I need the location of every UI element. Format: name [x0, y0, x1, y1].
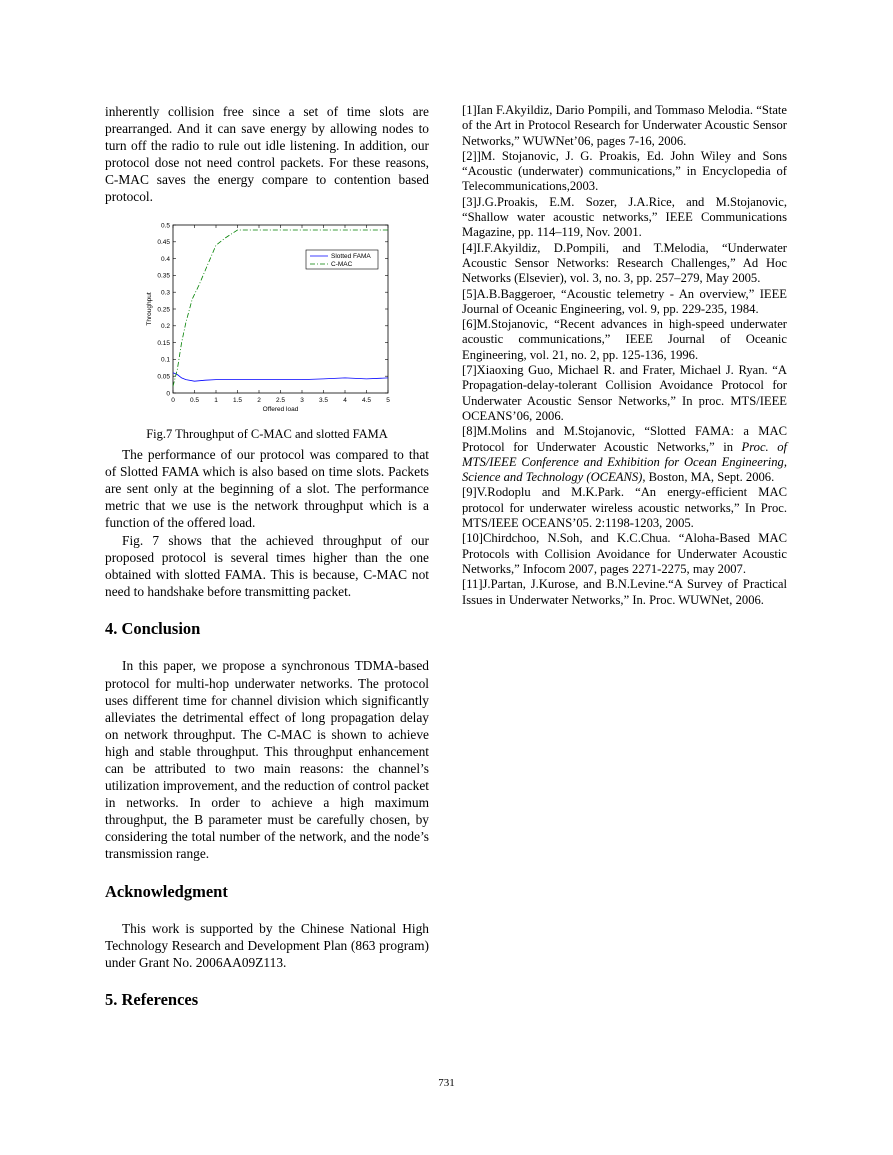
x-tick-label: 5 [386, 396, 390, 404]
paragraph-results: Fig. 7 shows that the achieved throughput of our proposed protocol is several times higher than the one obtained with slotted FAMA. This is because, C-MAC not need to handshake before transmitting packet. [105, 533, 429, 600]
left-column [105, 103, 429, 1010]
x-tick-label: 0.5 [189, 396, 200, 404]
reference-item: [7]Xiaoxing Guo, Michael R. and Frater, Michael J. Ryan. “A Propagation-delay-tolerant Collision Avoidance Protocol for Underwater Acoustic Sensor Networks,” In proc. MTS/IEEE OCEANS’06, 2006. [462, 363, 787, 423]
x-tick-label: 3.5 [318, 396, 329, 404]
x-tick-label: 1.5 [232, 396, 243, 404]
y-tick-label: 0.15 [157, 339, 170, 347]
y-axis-title: Throughput [146, 291, 153, 326]
y-tick-label: 0.05 [157, 373, 170, 381]
paragraph-acknowledgment: This work is supported by the Chinese National High Technology Research and Development Plan (863 program) under Grant No. 2006AA09Z113. [105, 920, 429, 970]
paragraph-conclusion: In this paper, we propose a synchronous TDMA-based protocol for multi-hop underwater networks. The protocol uses different time for channel division which significantly alleviates the detrimental effect of long propagation delay on network throughput. The C-MAC is shown to achieve high and stable throughput. This throughput enhancement can be attributed to two main reasons: the channel’s utilization improvement, and the reduction of control packet in networks. In order to achieve a high maximum throughput, the B parameter must be carefully chosen, by considering the total number of the network, and the node’s transmission range. [105, 658, 429, 862]
reference-item: [1]Ian F.Akyildiz, Dario Pompili, and Tommaso Melodia. “State of the Art in Protocol Research for Underwater Acoustic Sensor Networks,” WUWNet’06, pages 7-16, 2006. [462, 103, 787, 148]
acknowledgment-heading: Acknowledgment [105, 881, 228, 901]
x-tick-label: 4 [343, 396, 347, 404]
reference-item: [2]]M. Stojanovic, J. G. Proakis, Ed. John Wiley and Sons “Acoustic (underwater) communications,” in Encyclopedia of Telecommunications,2003. [462, 148, 787, 194]
y-tick-label: 0.5 [160, 221, 170, 229]
y-tick-label: 0.35 [157, 272, 170, 280]
x-axis-title: Offered load [262, 405, 299, 413]
x-tick-label: 1 [214, 396, 218, 404]
figure-caption: Fig.7 Throughput of C-MAC and slotted FAMA [146, 426, 388, 441]
legend-entry: C-MAC [331, 260, 353, 268]
reference-item: [10]Chirdchoo, N.Soh, and K.C.Chua. “Aloha-Based MAC Protocols with Collision Avoidance for Underwater Acoustic Networks,” Infocom 2007, pages 2271-2275, may 2007. [462, 531, 787, 576]
x-tick-label: 2.5 [275, 396, 286, 404]
x-tick-label: 0 [171, 396, 175, 404]
y-tick-label: 0.25 [157, 305, 170, 313]
throughput-chart [105, 215, 429, 425]
y-tick-label: 0.4 [160, 255, 170, 263]
x-tick-label: 3 [300, 396, 304, 404]
conclusion-heading: 4. Conclusion [105, 619, 201, 639]
reference-item: [9]V.Rodoplu and M.K.Park. “An energy-efficient MAC protocol for underwater wireless acoustic networks,” In Proc. MTS/IEEE OCEANS’05. 2:1198-1203, 2005. [462, 485, 787, 531]
x-tick-label: 4.5 [361, 396, 372, 404]
reference-item: [3]J.G.Proakis, E.M. Sozer, J.A.Rice, and M.Stojanovic, “Shallow water acoustic networks,” IEEE Communications Magazine, pp. 114–119, Nov. 2001. [462, 194, 787, 240]
right-column [462, 103, 787, 608]
reference-item: [8]M.Molins and M.Stojanovic, “Slotted FAMA: a MAC Protocol for Underwater Acoustic Networks,” in Proc. of MTS/IEEE Conference and Exhibition for Ocean Engineering, Science and Technology (OCEANS), Boston, MA, Sept. 2006. [462, 424, 787, 485]
y-tick-label: 0.3 [160, 289, 170, 297]
references-heading: 5. References [105, 989, 199, 1009]
x-tick-label: 2 [257, 396, 261, 404]
reference-item: [5]A.B.Baggeroer, “Acoustic telemetry - An overview,” IEEE Journal of Oceanic Engineering, vol. 9, pp. 229-235, 1984. [462, 286, 787, 316]
paragraph-energy: inherently collision free since a set of time slots are prearranged. And it can save energy by allowing nodes to turn off the radio to rule out idle listening. In addition, our protocol dose not need control packets. For these reasons, C-MAC saves the energy compare to contention based protocol. [105, 104, 429, 205]
reference-item: [11]J.Partan, J.Kurose, and B.N.Levine.“A Survey of Practical Issues in Underwater Networks,” In. Proc. WUWNet, 2006. [462, 577, 787, 607]
legend-entry: Slotted FAMA [331, 252, 371, 260]
y-tick-label: 0.2 [160, 322, 170, 330]
reference-item: [4]I.F.Akyildiz, D.Pompili, and T.Melodia, “Underwater Acoustic Sensor Networks: Research Challenges,” Ad Hoc Networks (Elsevier), vol. 3, no. 3, pp. 257–279, May 2005. [462, 240, 787, 286]
y-tick-label: 0.1 [160, 356, 170, 364]
reference-list [462, 103, 787, 608]
figure-7 [105, 215, 429, 425]
page-number: 731 [438, 1077, 455, 1089]
reference-item: [6]M.Stojanovic, “Recent advances in high-speed underwater acoustic communications,” IEEE Journal of Oceanic Engineering, vol. 21, no. 2, pp. 125-136, 1996. [462, 317, 787, 362]
paragraph-performance: The performance of our protocol was compared to that of Slotted FAMA which is also based on time slots. Packets are sent only at the beginning of a slot. The performance metric that we use is the network throughput which is a function of the offered load. [105, 446, 429, 530]
y-tick-label: 0.45 [157, 238, 170, 246]
y-tick-label: 0 [166, 389, 170, 397]
